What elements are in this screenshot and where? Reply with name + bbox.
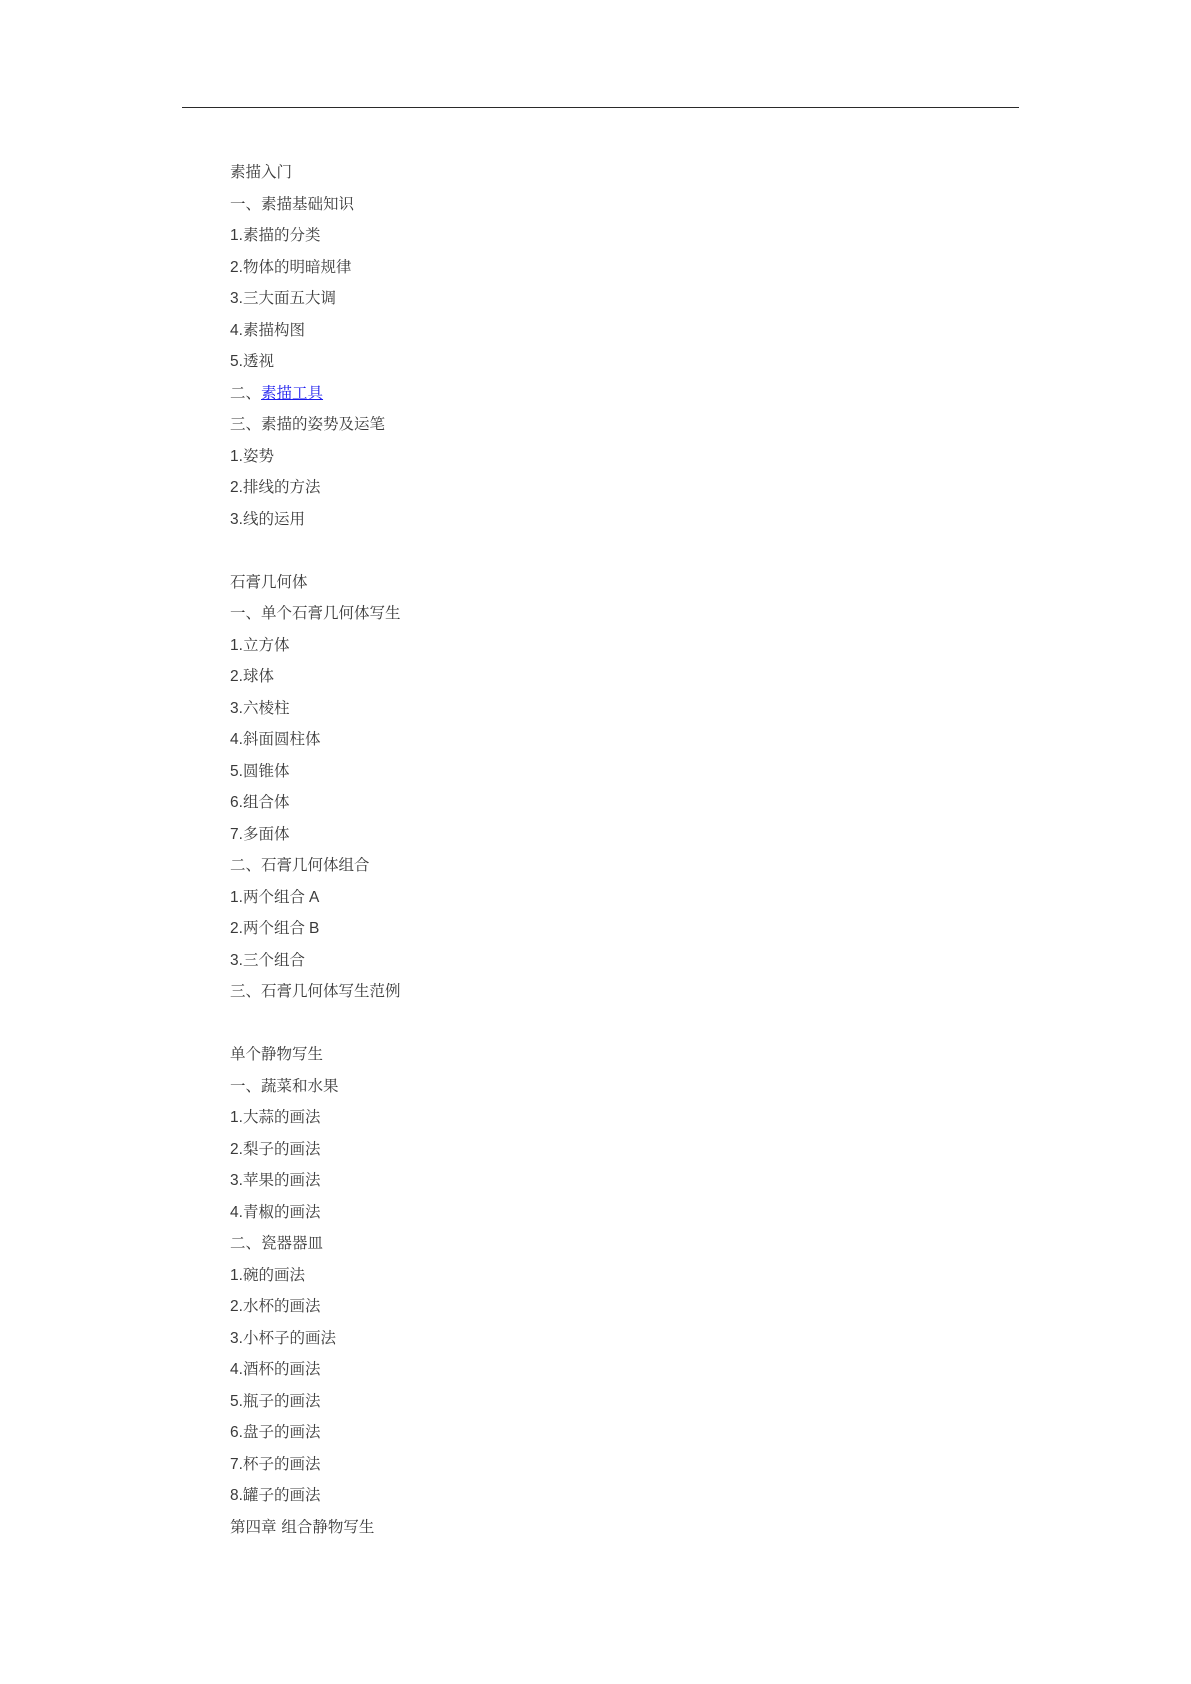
toc-entry-label: 盘子的画法 [242, 1423, 321, 1441]
toc-entry [230, 724, 930, 756]
toc-entry-number: 4. [230, 1361, 243, 1378]
toc-entry-number: 1. [230, 227, 243, 244]
toc-entry-number: 1. [230, 888, 243, 906]
toc-entry [230, 472, 930, 504]
toc-entry-number: 6. [230, 1424, 243, 1441]
toc-entry [230, 693, 930, 725]
toc-entry [230, 1260, 930, 1292]
toc-entry-label: 三个组合 [242, 950, 305, 969]
toc-entry [230, 315, 930, 347]
toc-entry [230, 819, 930, 851]
toc-entry [230, 220, 930, 252]
toc-entry-number: 8. [230, 1487, 243, 1504]
toc-entry-number: 2. [230, 920, 243, 937]
toc-entry [230, 661, 930, 693]
toc-entry [230, 976, 930, 1008]
toc-entry [230, 1480, 930, 1512]
toc-entry-label: 第四章 组合静物写生 [230, 1517, 375, 1536]
toc-entry-label: 姿势 [242, 446, 274, 465]
toc-entry-number: 1. [230, 636, 243, 654]
toc-entry-label: 水杯的画法 [242, 1297, 321, 1315]
toc-entry-number: 2. [230, 1140, 243, 1158]
toc-entry [230, 189, 930, 221]
toc-entry-label: 三大面五大调 [242, 289, 336, 307]
toc-entry-label: 素描构图 [242, 320, 305, 339]
toc-entry-number: 1. [230, 1266, 243, 1284]
toc-entry-label: 两个组合 [242, 887, 305, 906]
toc-entry-number: 4. [230, 1203, 243, 1221]
section-gap [230, 1008, 930, 1040]
toc-entry-number: 4. [230, 321, 243, 339]
toc-entry [230, 1417, 930, 1449]
toc-entry-number: 5. [230, 353, 243, 370]
toc-entry-number: 3. [230, 510, 243, 528]
toc-entry-label: 大蒜的画法 [242, 1108, 321, 1126]
toc-entry [230, 756, 930, 788]
toc-entry [230, 441, 930, 473]
toc-entry-number: 3. [230, 1329, 243, 1347]
toc-entry [230, 283, 930, 315]
toc-entry-label: 小杯子的画法 [242, 1328, 336, 1347]
toc-entry-label: 杯子的画法 [242, 1454, 321, 1473]
toc-entry-label: 青椒的画法 [242, 1202, 321, 1221]
toc-entry-number: 二、 [230, 383, 262, 402]
toc-entry [230, 1071, 930, 1103]
toc-entry-number: 1. [230, 1109, 243, 1126]
toc-entry [230, 252, 930, 284]
toc-entry-label: 立方体 [242, 635, 290, 654]
toc-entry-suffix: B [308, 920, 320, 937]
toc-entry-number: 3. [230, 951, 243, 969]
toc-entry-number: 2. [230, 668, 243, 685]
toc-entry-number: 2. [230, 258, 243, 276]
toc-entry-label: 三、素描的姿势及运笔 [230, 415, 386, 433]
toc-entry-link[interactable]: 素描工具 [261, 383, 324, 402]
toc-entry [230, 882, 930, 914]
toc-entry-label: 罐子的画法 [242, 1486, 321, 1504]
toc-entry-label: 苹果的画法 [242, 1171, 321, 1189]
toc-entry-label: 素描的分类 [242, 226, 321, 244]
section-heading: 石膏几何体 [230, 572, 308, 591]
toc-entry-number: 5. [230, 1392, 243, 1410]
toc-entry [230, 409, 930, 441]
toc-entry-number: 2. [230, 1298, 243, 1315]
section-heading: 素描入门 [230, 163, 293, 181]
toc-entry-label: 球体 [242, 667, 274, 685]
toc-entry-number: 3. [230, 290, 243, 307]
toc-entry-number: 4. [230, 731, 243, 748]
toc-entry-label: 圆锥体 [242, 761, 290, 780]
toc-entry [230, 945, 930, 977]
header-rule [182, 107, 1019, 108]
toc-entry-number: 6. [230, 794, 243, 811]
toc-entry-label: 三、石膏几何体写生范例 [230, 982, 401, 1000]
toc-entry [230, 630, 930, 662]
toc-entry-number: 1. [230, 447, 243, 465]
toc-entry-label: 透视 [242, 352, 274, 370]
toc-entry-label: 碗的画法 [242, 1265, 305, 1284]
toc-entry-number: 3. [230, 699, 243, 717]
toc-entry [230, 1134, 930, 1166]
toc-entry [230, 1102, 930, 1134]
toc-entry-label: 二、石膏几何体组合 [230, 856, 370, 874]
toc-entry-label: 六棱柱 [242, 698, 290, 717]
toc-entry-label: 一、蔬菜和水果 [230, 1076, 339, 1095]
toc-entry-label: 线的运用 [242, 509, 305, 528]
toc-entry[interactable] [230, 378, 930, 410]
toc-entry-label: 梨子的画法 [242, 1139, 321, 1158]
section-heading: 单个静物写生 [230, 1045, 324, 1063]
toc-entry-label: 一、素描基础知识 [230, 194, 355, 213]
toc-entry [230, 1165, 930, 1197]
toc-entry [230, 1354, 930, 1386]
toc-entry [230, 1197, 930, 1229]
toc-entry-number: 7. [230, 1455, 243, 1473]
toc-entry-number: 2. [230, 479, 243, 496]
toc-entry-label: 物体的明暗规律 [242, 257, 352, 276]
section-gap [230, 535, 930, 567]
toc-entry-label: 瓶子的画法 [242, 1391, 321, 1410]
toc-entry-number: 3. [230, 1172, 243, 1189]
toc-entry-suffix: A [308, 888, 320, 906]
toc-entry-label: 排线的方法 [242, 478, 321, 496]
toc-entry-label: 酒杯的画法 [242, 1360, 321, 1378]
toc-entry-label: 多面体 [242, 824, 290, 843]
toc-entry [230, 1512, 930, 1544]
toc-entry [230, 850, 930, 882]
toc-entry [230, 1291, 930, 1323]
toc-entry-number: 7. [230, 825, 243, 843]
toc-entry [230, 598, 930, 630]
toc-entry-label: 二、瓷器器皿 [230, 1234, 324, 1252]
toc-entry [230, 504, 930, 536]
toc-entry [230, 1449, 930, 1481]
table-of-contents [230, 157, 930, 1543]
toc-entry [230, 1386, 930, 1418]
toc-entry-label: 一、单个石膏几何体写生 [230, 604, 401, 622]
toc-entry [230, 913, 930, 945]
toc-entry [230, 346, 930, 378]
toc-entry-number: 5. [230, 762, 243, 780]
toc-entry-label: 组合体 [242, 793, 290, 811]
toc-entry [230, 1323, 930, 1355]
toc-entry-label: 斜面圆柱体 [242, 730, 321, 748]
toc-entry [230, 1228, 930, 1260]
toc-entry-label: 两个组合 [242, 919, 305, 937]
toc-entry [230, 787, 930, 819]
